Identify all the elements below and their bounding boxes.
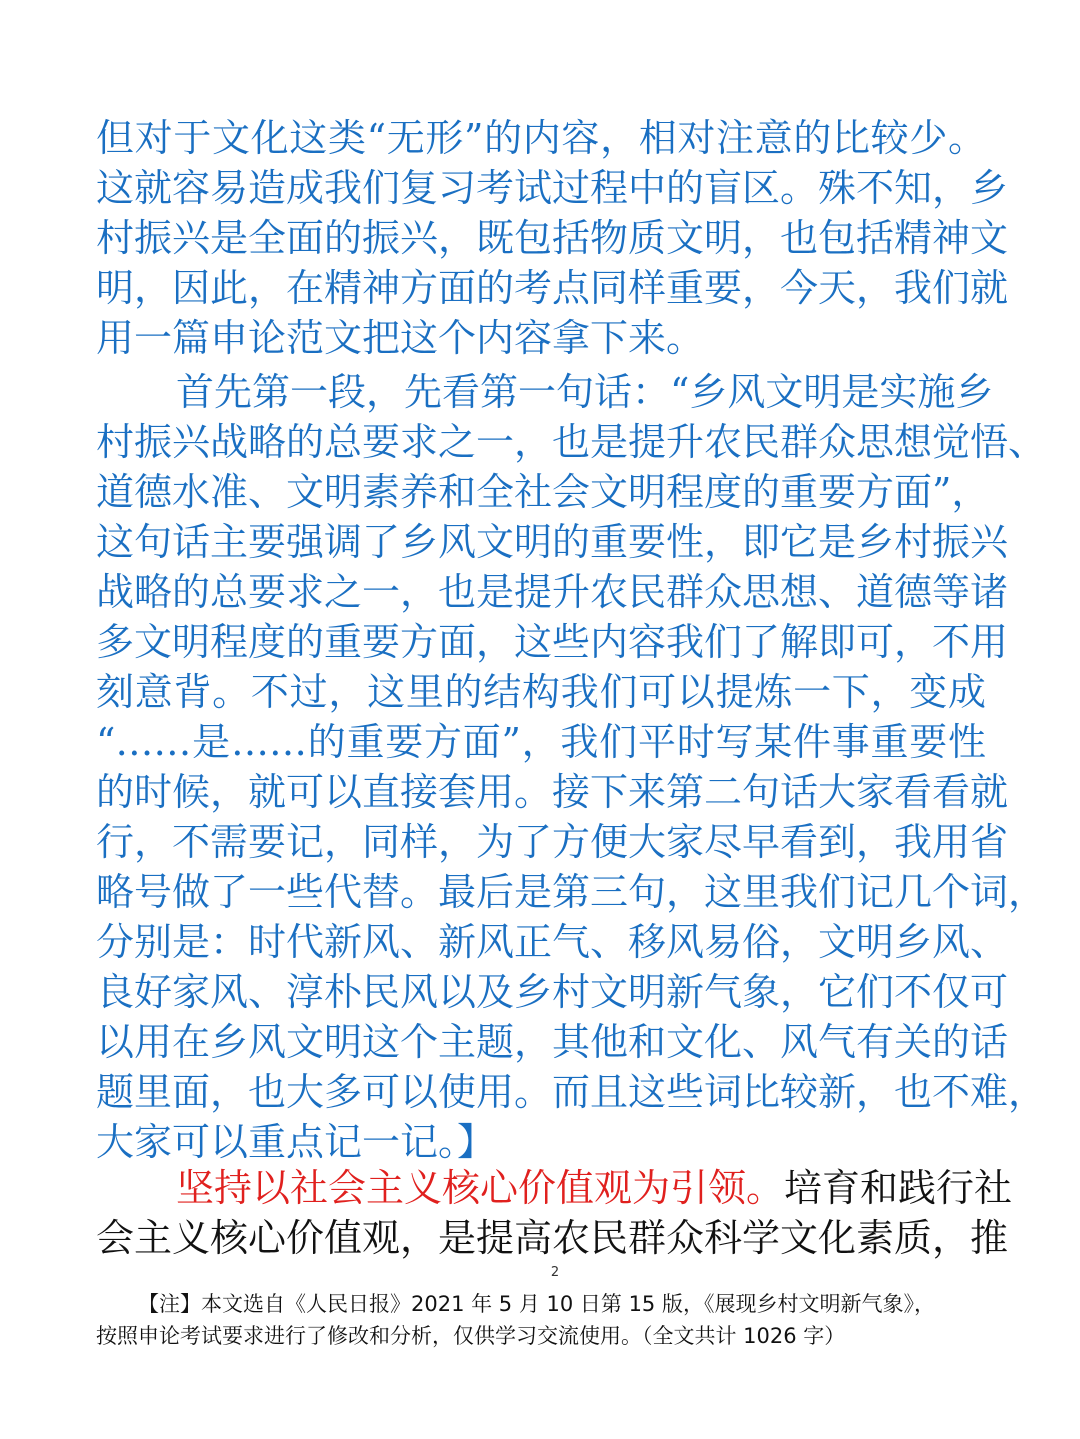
highlight-sentence: 坚持以社会主义核心价值观为引领。: [176, 1166, 785, 1210]
commentary-line: 大家可以重点记一记。】: [96, 1120, 496, 1164]
commentary-line: 这就容易造成我们复习考试过程中的盲区。殊不知，乡: [96, 166, 1009, 210]
commentary-line: 村振兴是全面的振兴，既包括物质文明，也包括精神文: [96, 216, 1009, 260]
commentary-line: 用一篇申论范文把这个内容拿下来。: [96, 316, 705, 360]
commentary-line: 但对于文化这类“无形”的内容，相对注意的比较少。: [96, 116, 986, 160]
commentary-line: 行，不需要记，同样，为了方便大家尽早看到，我用省: [96, 820, 1009, 864]
commentary-line: 分别是：时代新风、新风正气、移风易俗，文明乡风、: [96, 920, 1009, 964]
commentary-line: “……是……的重要方面”，我们平时写某件事重要性: [96, 720, 986, 764]
commentary-line: 题里面，也大多可以使用。而且这些词比较新，也不难，: [96, 1070, 1047, 1114]
article-line: 会主义核心价值观，是提高农民群众科学文化素质，推: [96, 1216, 1009, 1260]
commentary-line: 道德水准、文明素养和全社会文明程度的重要方面”，: [96, 470, 990, 514]
article-text: 培育和践行社: [784, 1166, 1013, 1210]
commentary-line: 多文明程度的重要方面，这些内容我们了解即可，不用: [96, 620, 1009, 664]
page-number: 2: [550, 1265, 560, 1280]
commentary-line: 村振兴战略的总要求之一，也是提升农民群众思想觉悟、: [96, 420, 1047, 464]
commentary-line: 以用在乡风文明这个主题，其他和文化、风气有关的话: [96, 1020, 1009, 1064]
footnote-line: 按照申论考试要求进行了修改和分析，仅供学习交流使用。（全文共计 1026 字）: [96, 1324, 846, 1348]
commentary-line: 刻意背。不过，这里的结构我们可以提炼一下，变成: [96, 670, 986, 714]
commentary-line: 的时候，就可以直接套用。接下来第二句话大家看看就: [96, 770, 1009, 814]
commentary-line: 明，因此，在精神方面的考点同样重要，今天，我们就: [96, 266, 1009, 310]
commentary-line: 战略的总要求之一，也是提升农民群众思想、道德等诸: [96, 570, 1009, 614]
footnote-line: 【注】本文选自《人民日报》2021 年 5 月 10 日第 15 版，《展现乡村文明新气象》，: [138, 1292, 935, 1316]
commentary-line: 略号做了一些代替。最后是第三句，这里我们记几个词，: [96, 870, 1047, 914]
commentary-line: 良好家风、淳朴民风以及乡村文明新气象，它们不仅可: [96, 970, 1009, 1014]
commentary-line: 这句话主要强调了乡风文明的重要性，即它是乡村振兴: [96, 520, 1009, 564]
commentary-line: 首先第一段，先看第一句话：“乡风文明是实施乡: [176, 370, 994, 414]
article-line: [176, 1163, 1013, 1213]
